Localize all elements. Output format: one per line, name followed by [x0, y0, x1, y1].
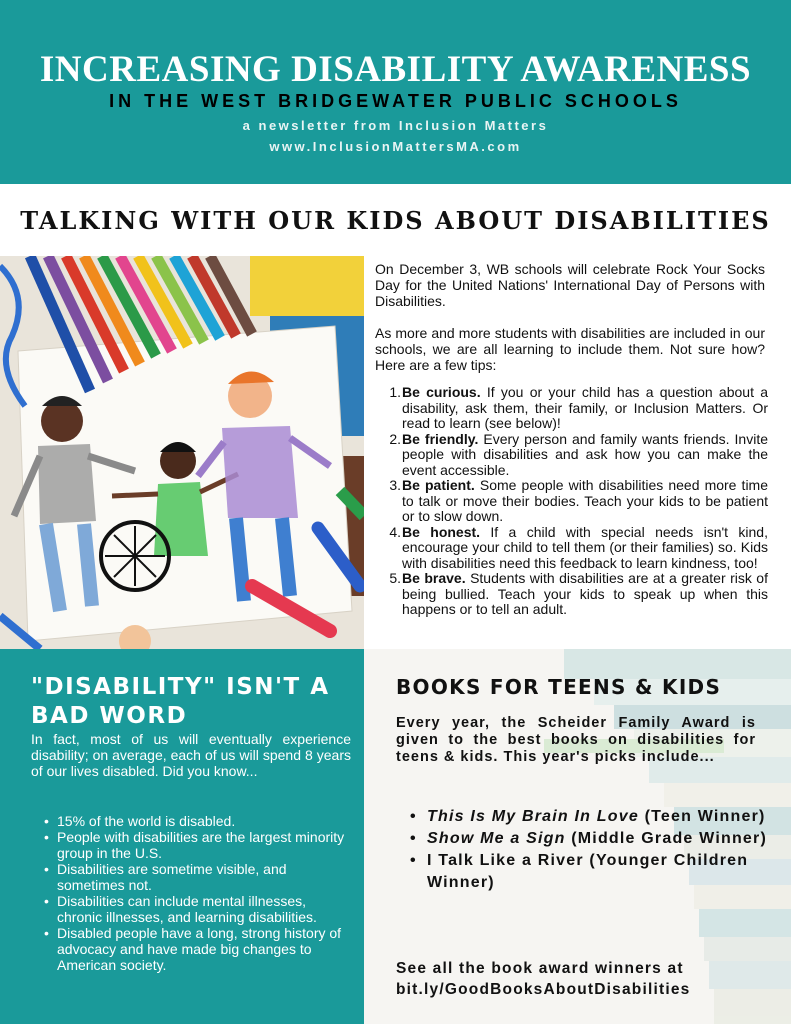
tip-text: Every person and family wants friends. Invite people with disabilities and ask how you can make the event accessible. — [402, 430, 768, 478]
fact-text: 15% of the world is disabled. — [57, 813, 236, 829]
list-item — [44, 829, 354, 861]
list-item — [44, 893, 354, 925]
bullet-icon: • — [410, 830, 417, 847]
books-link-text[interactable]: See all the book award winners at bit.ly/GoodBooksAboutDisabilities — [396, 960, 691, 998]
list-number: 5. — [389, 570, 401, 586]
tip-title: Be friendly. — [402, 430, 479, 447]
book-category: (Teen Winner) — [638, 808, 766, 825]
fact-text: Disabilities are sometime visible, and sometimes not. — [57, 861, 287, 893]
tip-text: Some people with disabilities need more time to talk or move their bodies. Teach your kids to be patient or to slow down. — [402, 477, 769, 524]
newsletter-header — [0, 0, 791, 184]
book-title: This Is My Brain In Love — [427, 808, 639, 825]
bullet-icon: • — [410, 852, 417, 869]
book-list — [410, 806, 770, 894]
tip-title: Be honest. — [402, 523, 481, 540]
list-item — [44, 861, 354, 893]
bullet-icon: • — [44, 925, 49, 941]
tips-list — [384, 385, 768, 618]
bullet-icon: • — [44, 813, 49, 829]
website-link[interactable]: www.InclusionMattersMA.com — [269, 139, 522, 154]
childrens-drawing-image — [0, 256, 364, 649]
list-number: 1. — [389, 384, 401, 400]
list-item — [384, 385, 768, 432]
list-item — [410, 828, 770, 850]
list-item — [384, 525, 768, 572]
list-item — [384, 478, 768, 525]
books-intro: Every year, the Scheider Family Award is given to the best books on disabilities for teens & kids. This year's picks include... — [396, 715, 756, 765]
disability-intro: In fact, most of us will eventually experience disability; on average, each of us will spend 8 years of our lives disabled. Did you know... — [31, 731, 351, 779]
bullet-icon: • — [410, 808, 417, 825]
book-entry: I Talk Like a River (Younger Children Winner) — [427, 852, 749, 891]
list-number: 3. — [389, 477, 401, 493]
tip-text: If a child with special needs isn't kind, encourage your child to tell them (or their families) so. Kids with disabilities need this feedback to learn kindness, too! — [402, 523, 768, 571]
list-number: 2. — [389, 430, 401, 447]
tip-text: Students with disabilities are at a greater risk of being bullied. Teach your kids to speak up when this happens or to tell an adult. — [402, 570, 768, 617]
fact-text: Disabilities can include mental illnesses, chronic illnesses, and learning disabilities. — [57, 893, 317, 925]
book-title: Show Me a Sign — [427, 830, 566, 847]
bullet-icon: • — [44, 829, 49, 845]
drawing-illustration-icon — [0, 256, 364, 649]
bullet-icon: • — [44, 861, 49, 877]
tip-title: Be brave. — [402, 570, 466, 586]
tip-title: Be curious. — [402, 384, 481, 400]
page-title: INCREASING DISABILITY AWARENESS — [39, 49, 752, 90]
list-item — [384, 571, 768, 618]
intro-paragraph: On December 3, WB schools will celebrate Rock Your Socks Day for the United Nations' International Day of Persons with Disabilities. — [375, 261, 765, 309]
newsletter-source: a newsletter from Inclusion Matters — [242, 118, 549, 133]
books-heading: BOOKS FOR TEENS & KIDS — [396, 675, 722, 699]
disability-panel — [0, 649, 364, 1024]
books-panel — [364, 649, 791, 1024]
disability-heading: "DISABILITY" ISN'T A BAD WORD — [31, 674, 330, 729]
list-item — [384, 432, 768, 479]
section-intro — [375, 261, 765, 389]
page-subtitle: IN THE WEST BRIDGEWATER PUBLIC SCHOOLS — [109, 91, 682, 111]
book-category: (Middle Grade Winner) — [565, 830, 767, 847]
list-number: 4. — [389, 523, 401, 540]
list-item — [44, 925, 354, 973]
list-item — [410, 806, 770, 828]
intro-paragraph: As more and more students with disabilities are included in our schools, we are all learning to include them. Not sure how? Here are a few tips: — [375, 325, 765, 373]
list-item — [44, 813, 354, 829]
bullet-icon: • — [44, 893, 49, 909]
fact-text: Disabled people have a long, strong history of advocacy and have made big changes to American society. — [57, 925, 342, 973]
fact-text: People with disabilities are the largest minority group in the U.S. — [57, 829, 345, 861]
tip-text: If you or your child has a question about a disability, ask them, their family, or Inclusion Matters. Or read to learn (see below)! — [402, 384, 768, 431]
section-heading: TALKING WITH OUR KIDS ABOUT DISABILITIES — [20, 206, 771, 235]
facts-list — [44, 813, 354, 973]
tip-title: Be patient. — [402, 477, 475, 493]
list-item — [410, 850, 770, 894]
